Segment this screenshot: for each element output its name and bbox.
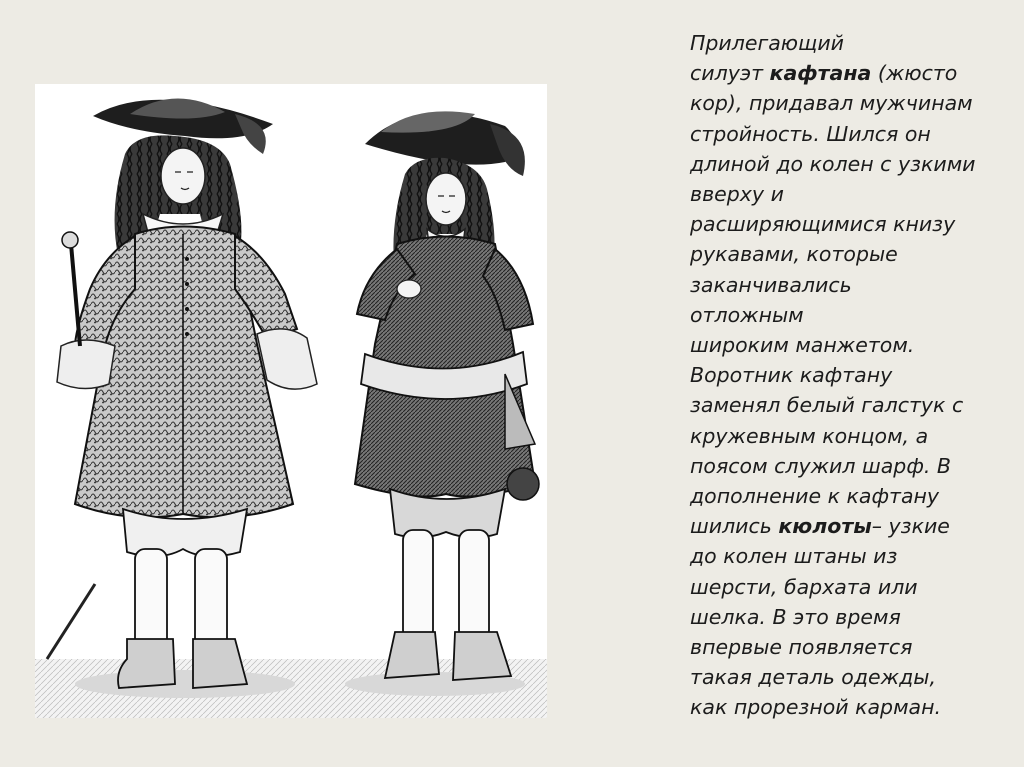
text-segment: кор), придавал мужчинам <box>690 91 973 116</box>
text-segment: такая деталь одежды, <box>690 665 936 690</box>
text-segment: как прорезной карман. <box>690 695 942 720</box>
text-segment: рукавами, которые <box>690 242 898 267</box>
text-line <box>690 632 1005 662</box>
text-line <box>690 28 1005 58</box>
text-segment: стройность. Шился он <box>690 121 931 146</box>
text-segment: – узкие <box>871 514 950 539</box>
text-segment: поясом служил шарф. В <box>690 453 951 478</box>
text-segment: (жюсто <box>871 61 958 86</box>
text-segment: вверху и <box>690 182 784 207</box>
text-segment: отложным <box>690 302 804 327</box>
text-line <box>690 390 1005 420</box>
text-line <box>690 58 1005 88</box>
text-line <box>690 270 1005 300</box>
text-segment: заканчивались <box>690 272 852 297</box>
text-line <box>690 300 1005 330</box>
text-line <box>690 149 1005 179</box>
text-line <box>690 330 1005 360</box>
text-line <box>690 662 1005 692</box>
text-segment: силуэт <box>690 61 770 86</box>
text-segment: Прилегающий <box>690 31 845 55</box>
bold-term: кюлоты <box>778 514 872 539</box>
text-line <box>690 360 1005 390</box>
text-line <box>690 692 1005 722</box>
text-segment: дополнение к кафтану <box>690 484 940 509</box>
text-segment: шились <box>690 514 779 539</box>
text-segment: шерсти, бархата или <box>690 574 918 599</box>
text-line <box>690 421 1005 451</box>
text-line <box>690 119 1005 149</box>
text-segment: кружевным концом, а <box>690 423 929 448</box>
text-segment: Воротник кафтану <box>690 363 893 388</box>
text-segment: широким манжетом. <box>690 333 915 358</box>
text-segment: расширяющимися книзу <box>690 212 956 237</box>
text-segment: длиной до колен с узкими <box>690 151 976 176</box>
text-line <box>690 209 1005 239</box>
description-text <box>690 28 1005 723</box>
text-line <box>690 239 1005 269</box>
bold-term: кафтана <box>769 61 872 86</box>
text-line <box>690 541 1005 571</box>
text-segment: впервые появляется <box>690 635 913 660</box>
text-line <box>690 88 1005 118</box>
text-segment: шелка. В это время <box>690 604 901 629</box>
text-line <box>690 511 1005 541</box>
text-line <box>690 481 1005 511</box>
text-segment: до колен штаны из <box>690 544 898 569</box>
text-line <box>690 572 1005 602</box>
text-line <box>690 179 1005 209</box>
text-line <box>690 451 1005 481</box>
engraving-two-cavaliers-icon <box>35 84 547 718</box>
text-line <box>690 602 1005 632</box>
costume-engraving-image <box>35 84 547 718</box>
text-segment: заменял белый галстук с <box>690 393 964 418</box>
